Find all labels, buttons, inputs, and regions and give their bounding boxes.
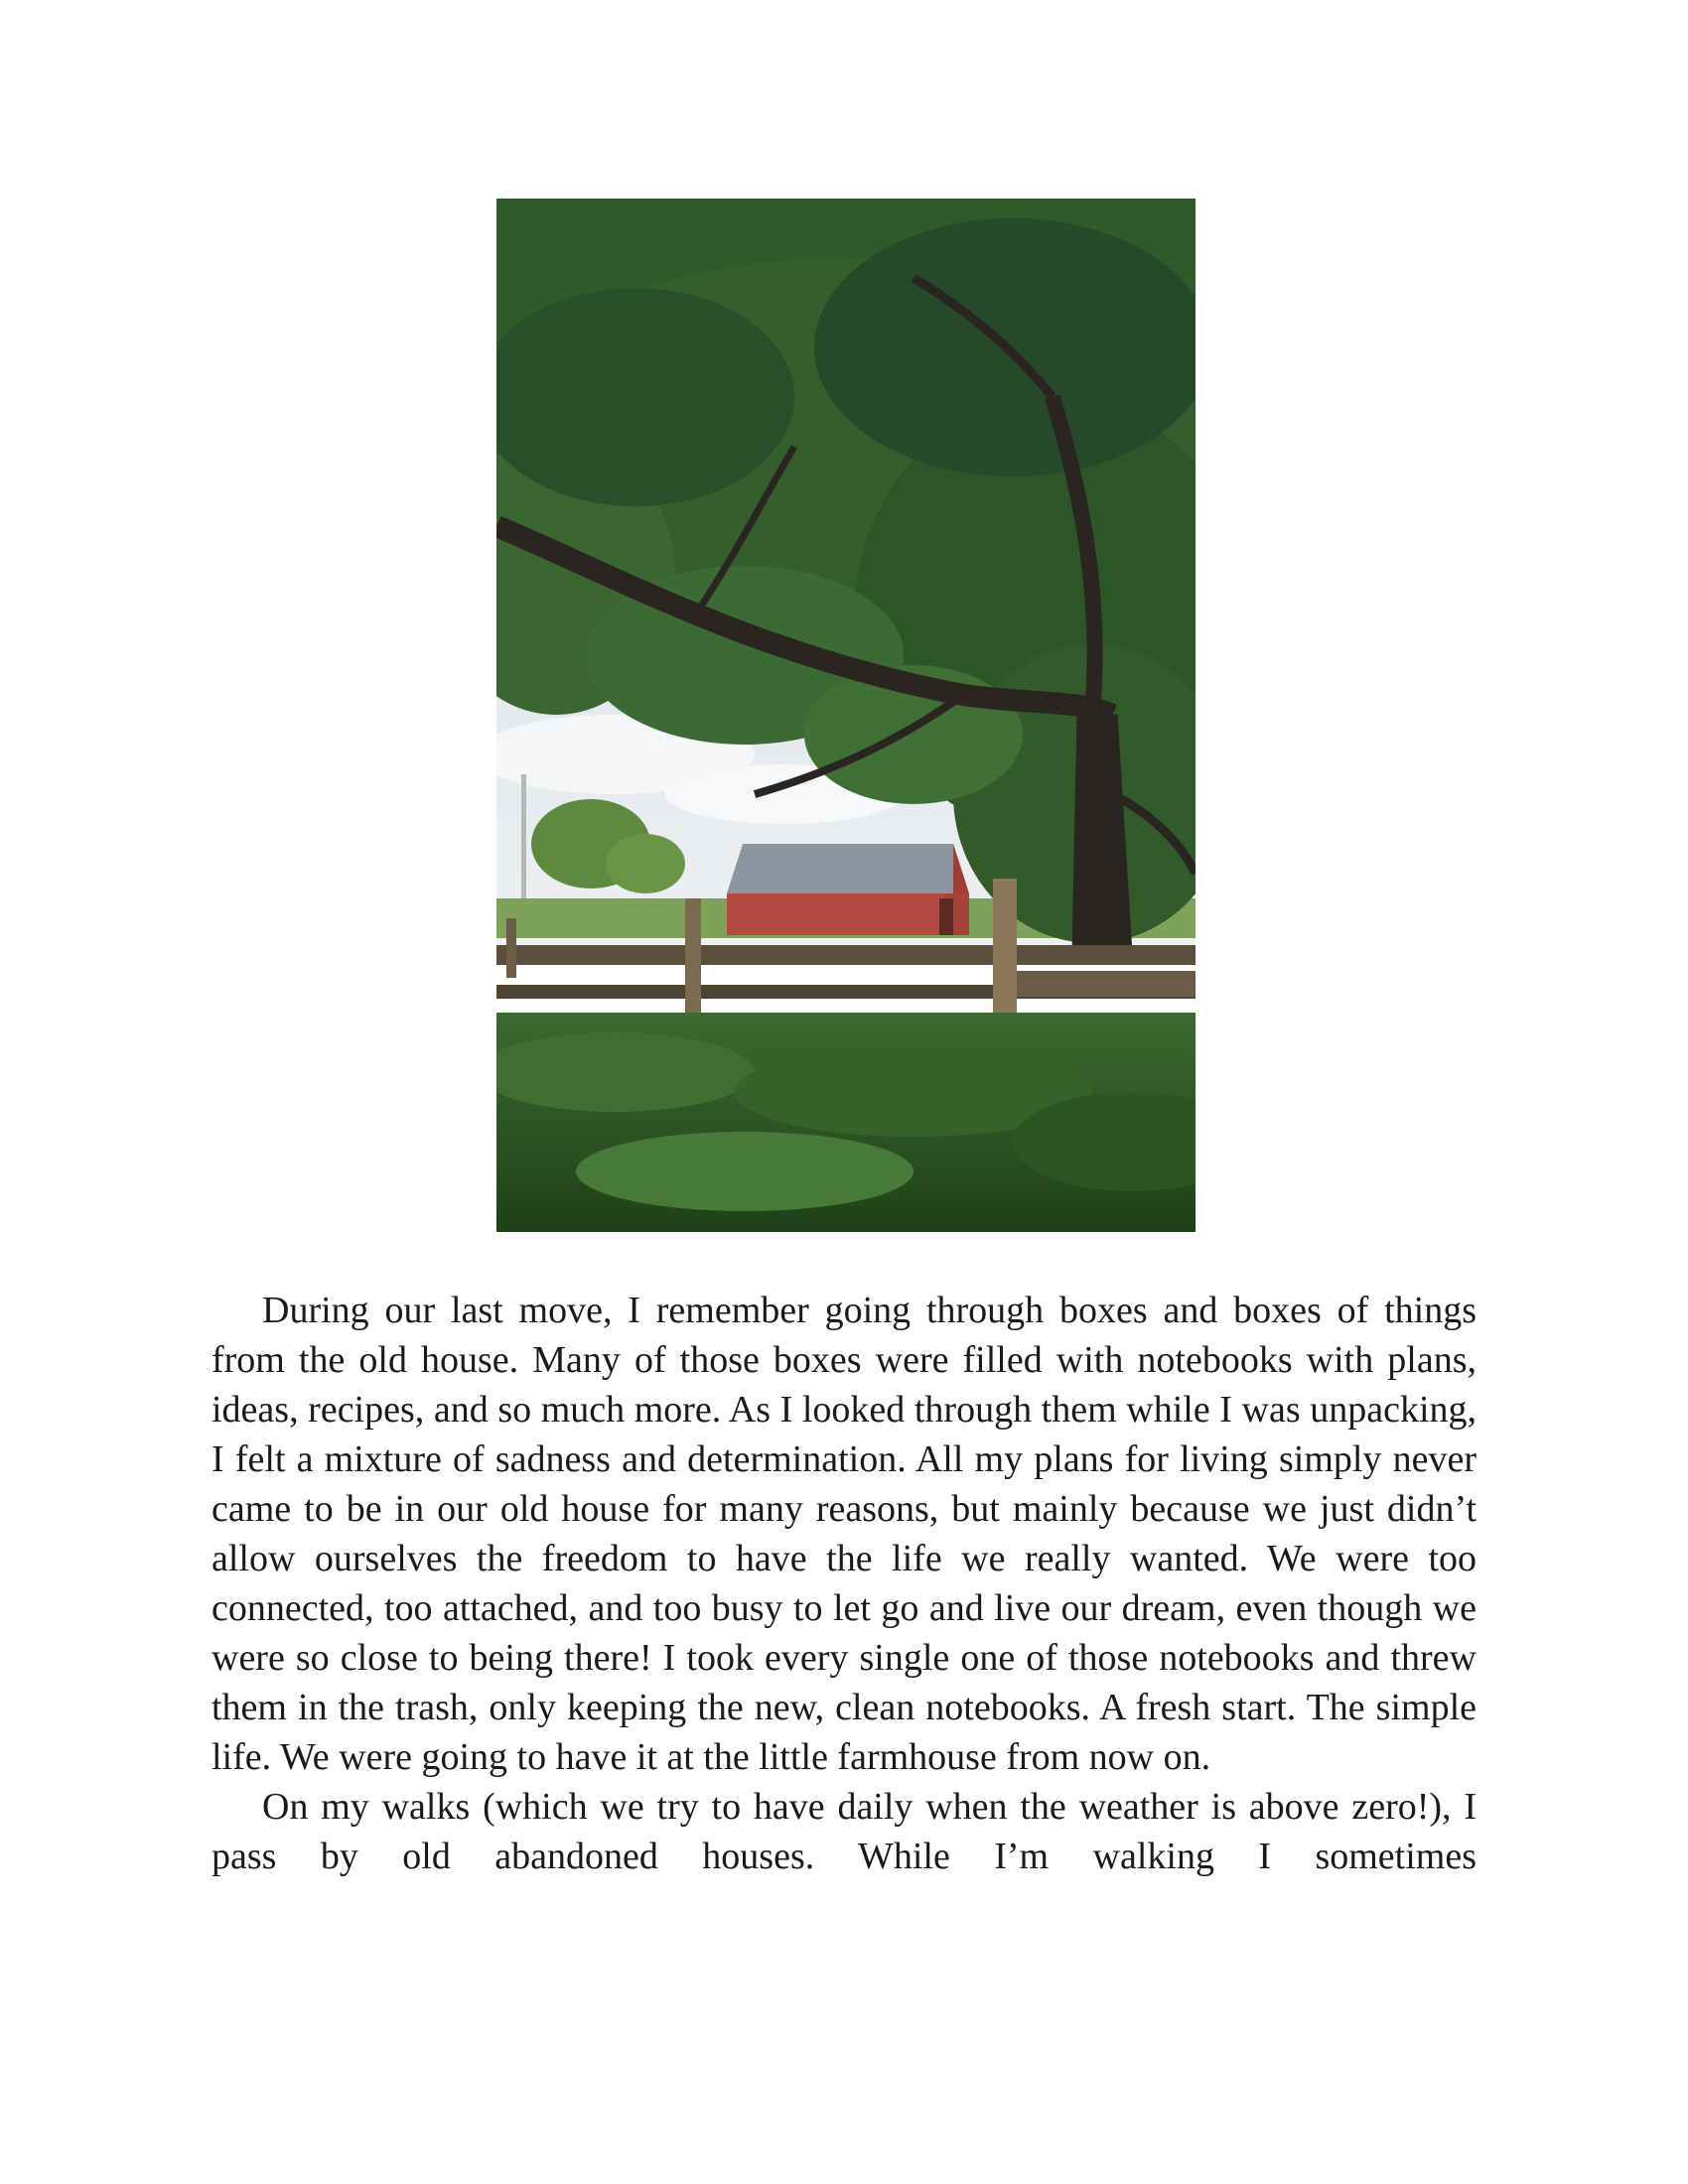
shrub [576,1132,914,1211]
farm-landscape-photo [496,199,1196,1232]
body-text [211,1286,1477,1881]
utility-pole [521,774,526,913]
distant-tree [606,834,685,893]
paragraph: During our last move, I remember going through boxes and boxes of things from the old house. Many of those boxes were filled with notebooks with plans, ideas, recipes, and so much more. As I looked through them while I was unpacking, I felt a mixture of sadness and determination. All my plans for living simply never came to be in our old house for many reasons, but mainly because we just didn’t allow ourselves the freedom to have the life we really wanted. We were too connected, too attached, and too busy to let go and live our dream, even though we were so close to being there! I took every single one of those notebooks and threw them in the trash, only keeping the new, clean notebooks. A fresh start. The simple life. We were going to have it at the little farmhouse from now on. [211,1290,1477,1778]
paragraph: On my walks (which we try to have daily when the weather is above zero!), I pass by old abandoned houses. While I’m walking I sometimes [211,1786,1477,1877]
photo-illustration [496,199,1196,1232]
barn [727,844,969,935]
